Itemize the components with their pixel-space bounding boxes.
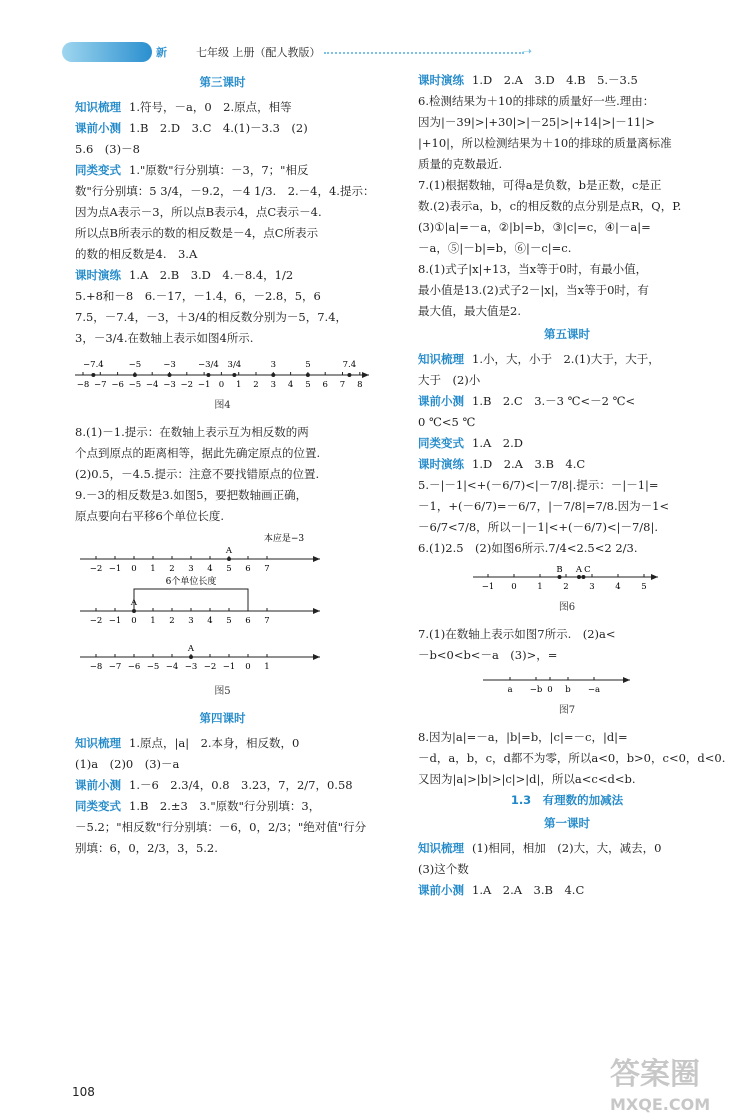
answer-line <box>418 133 716 154</box>
answer-line <box>75 244 370 265</box>
answer-line <box>418 475 716 496</box>
answer-text: 7.(1)根据数轴，可得a是负数，b是正数，c是正 <box>418 178 662 192</box>
answer-text: 0 ℃<5 ℃ <box>418 415 476 429</box>
point-label: 0 <box>547 685 553 695</box>
tick-label: −3 <box>163 380 176 390</box>
answer-line <box>418 175 716 196</box>
tick-label: 1 <box>537 582 543 592</box>
answer-text: 7.5，－7.4，－3，＋3/4的相反数分别为－5，7.4， <box>75 310 348 324</box>
watermark-url: MXQE.COM <box>610 1095 711 1114</box>
point-label: B <box>556 565 563 575</box>
tick-label: 2 <box>169 564 175 574</box>
answer-line <box>418 154 716 175</box>
tick-label: 5 <box>641 582 647 592</box>
tick-label: 7 <box>264 564 270 574</box>
point-label: 7.4 <box>342 360 357 370</box>
answer-text: 8.因为|a|=－a，|b|=b，|c|=－c，|d|= <box>418 730 628 744</box>
answer-text: 1.B 2.D 3.C 4.(1)－3.3 (2) <box>129 121 308 135</box>
answer-line <box>75 485 370 506</box>
fig5-diagram <box>75 529 305 679</box>
section-label: 课前小测 <box>418 883 464 897</box>
tick-label: −1 <box>481 582 495 592</box>
mid-label: 6个单位长度 <box>165 577 217 587</box>
answer-text: －1，+(－6/7)=－6/7，|－7/8|=7/8.因为－1< <box>418 499 670 513</box>
tick-label: −1 <box>108 616 122 626</box>
section-label: 知识梳理 <box>75 736 121 750</box>
answer-text: 1.A 2.B 3.D 4.－8.4，1/2 <box>129 268 294 282</box>
point-mark <box>168 373 172 377</box>
watermark-main: 答案圈 <box>610 1057 700 1092</box>
answer-line <box>418 370 716 391</box>
answer-line <box>75 181 375 202</box>
answer-line <box>418 880 716 901</box>
axis-arrow-icon <box>313 556 320 562</box>
bracket-box <box>134 589 248 611</box>
tick-label: −5 <box>146 662 160 672</box>
answer-text: 1.－6 2.3/4，0.8 3.23，7，2/7，0.58 <box>129 778 353 792</box>
tick-label: 6 <box>322 380 328 390</box>
tick-label: 0 <box>131 564 137 574</box>
point-mark <box>558 575 562 579</box>
answer-line <box>418 645 716 666</box>
point-label: A <box>225 546 233 556</box>
answer-line <box>418 538 716 559</box>
answer-line <box>75 464 370 485</box>
point-mark <box>347 373 351 377</box>
tick-label: 0 <box>218 380 225 390</box>
section-label: 课时演练 <box>418 457 464 471</box>
answer-line <box>75 97 370 118</box>
answer-text: 6.检测结果为＋10的排球的质量好一些.理由： <box>418 94 655 108</box>
tick-label: 6 <box>245 564 251 574</box>
answer-text: 8.(1)式子|x|+13，当x等于0时，有最小值， <box>418 262 648 276</box>
answer-text: 大于 (2)小 <box>418 373 481 387</box>
figure-caption: 图7 <box>558 705 576 716</box>
answer-text: 因为|－39|>|+30|>|－25|>|+14|>|－11|> <box>418 115 655 129</box>
point-label: −3/4 <box>198 360 219 370</box>
answer-line <box>75 223 370 244</box>
answer-text: (1)相同，相加 (2)大，大，减去，0 <box>472 841 662 855</box>
section-label: 知识梳理 <box>418 841 464 855</box>
page-number: 108 <box>72 1085 95 1099</box>
point-label: A <box>575 565 583 575</box>
tick-label: 4 <box>287 380 294 390</box>
section-title: 1.3 有理数的加减法 <box>510 793 624 807</box>
tick-label: 6 <box>245 616 251 626</box>
answer-line <box>418 412 716 433</box>
point-mark <box>133 373 137 377</box>
tick-label: 2 <box>563 582 569 592</box>
tick-label: 7 <box>339 380 346 390</box>
answer-text: 9.－3的相反数是3.如图5，要把数轴画正确， <box>75 488 308 502</box>
answer-line <box>75 775 370 796</box>
answer-text: 所以点B所表示的数的相反数是－4，点C所表示 <box>75 226 319 240</box>
answer-line <box>418 238 716 259</box>
axis-arrow-icon <box>362 372 369 378</box>
answer-line <box>75 422 370 443</box>
axis-arrow-icon <box>313 654 320 660</box>
answer-line <box>418 217 716 238</box>
answer-line <box>418 349 716 370</box>
fig6-diagram <box>418 561 716 595</box>
section-label: 同类变式 <box>75 163 121 177</box>
lesson-title: 第一课时 <box>544 816 590 830</box>
answer-line <box>418 112 716 133</box>
tick-label: −7 <box>94 380 107 390</box>
lesson-title: 第四课时 <box>199 711 246 725</box>
tick-label: 4 <box>615 582 621 592</box>
answer-text: 数"行分别填：5 3/4，－9.2，－4 1/3. 2.－4，4.提示： <box>75 184 375 198</box>
dotted-rule <box>324 52 524 54</box>
tick-label: 4 <box>207 616 213 626</box>
answer-line <box>75 139 370 160</box>
tick-label: −2 <box>203 662 217 672</box>
answer-text: 因为点A表示－3，所以点B表示4，点C表示－4. <box>75 205 322 219</box>
answer-line <box>75 838 370 859</box>
point-label: −a <box>587 685 601 695</box>
tick-label: 5 <box>226 616 232 626</box>
answer-line <box>418 727 716 748</box>
point-mark <box>91 373 95 377</box>
tick-label: 4 <box>207 564 213 574</box>
section-label: 课前小测 <box>75 778 121 792</box>
answer-line <box>418 496 716 517</box>
watermark <box>610 1057 740 1115</box>
tick-label: −2 <box>180 380 194 390</box>
page-header <box>62 40 542 66</box>
answer-line <box>418 433 716 454</box>
answer-text: 原点要向右平移6个单位长度. <box>75 509 224 523</box>
answer-text: 5.－|－1|<+(－6/7)<|－7/8|.提示：－|－1|= <box>418 478 659 492</box>
answer-line <box>75 265 370 286</box>
point-label: −5 <box>128 360 142 370</box>
tick-label: 0 <box>245 662 251 672</box>
section-label: 同类变式 <box>418 436 464 450</box>
section-label: 知识梳理 <box>75 100 121 114</box>
answer-line <box>418 838 716 859</box>
answer-line <box>418 391 716 412</box>
answer-line <box>418 769 716 790</box>
figure-caption: 图5 <box>214 686 231 697</box>
answer-line <box>75 307 370 328</box>
fig4-diagram <box>75 351 370 393</box>
section-label: 课前小测 <box>418 394 464 408</box>
tick-label: 0 <box>131 616 137 626</box>
section-label: 知识梳理 <box>418 352 464 366</box>
answer-line <box>418 70 716 91</box>
answer-text: 1.B 2.±3 3."原数"行分别填：3， <box>129 799 321 813</box>
tick-label: 0 <box>511 582 517 592</box>
tick-label: 2 <box>169 616 175 626</box>
answer-line <box>75 202 370 223</box>
answer-line <box>75 286 370 307</box>
point-mark <box>206 373 210 377</box>
answer-line <box>418 280 716 301</box>
answer-text: 8.(1)－1.提示：在数轴上表示互为相反数的两 <box>75 425 309 439</box>
tick-label: −2 <box>89 616 103 626</box>
answer-line <box>75 160 370 181</box>
point-mark <box>577 575 581 579</box>
answer-line <box>75 118 370 139</box>
tick-label: −5 <box>128 380 142 390</box>
tick-label: 1 <box>150 564 156 574</box>
axis-arrow-icon <box>623 677 630 683</box>
lesson-title: 第五课时 <box>544 327 590 341</box>
answer-text: 1.A 2.A 3.B 4.C <box>472 883 585 897</box>
tick-label: −1 <box>197 380 211 390</box>
answer-text: －d，a，b，c，d都不为零，所以a<0，b>0，c<0，d<0. <box>418 751 726 765</box>
tick-label: 1 <box>150 616 156 626</box>
answer-text: 1."原数"行分别填：－3，7；"相反 <box>129 163 309 177</box>
point-label: −7.4 <box>83 360 104 370</box>
answer-line <box>75 443 370 464</box>
point-label: b <box>565 685 571 695</box>
tick-label: 5 <box>305 380 311 390</box>
answer-text: 1.B 2.C 3.－3 ℃<－2 ℃< <box>472 394 636 408</box>
point-mark <box>581 575 585 579</box>
answer-line <box>418 624 716 645</box>
lesson-title: 第三课时 <box>199 75 246 89</box>
answer-text: 最小值是13.(2)式子2－|x|，当x等于0时，有 <box>418 283 649 297</box>
answer-text: －6/7<7/8，所以－|－1|<+(－6/7)<|－7/8|. <box>418 520 659 534</box>
answer-text: 1.A 2.D <box>472 436 523 450</box>
answer-line <box>75 506 370 527</box>
point-label: C <box>584 565 591 575</box>
right-column <box>418 70 726 901</box>
answer-text: 3，－3/4.在数轴上表示如图4所示. <box>75 331 254 345</box>
answer-text: 质量的克数最近. <box>418 157 503 171</box>
answer-text: (1)a (2)0 (3)－a <box>75 757 180 771</box>
point-label: A <box>130 598 138 608</box>
tick-label: −3 <box>184 662 198 672</box>
tick-label: −8 <box>89 662 103 672</box>
answer-text: 1.D 2.A 3.B 4.C <box>472 457 586 471</box>
point-label: a <box>507 685 513 695</box>
answer-line <box>418 517 716 538</box>
answer-text: 的数的相反数是4. 3.A <box>75 247 198 261</box>
answer-text: 5.+8和－8 6.－17，－1.4，6，－2.8，5，6 <box>75 289 321 303</box>
point-mark <box>232 373 236 377</box>
point-mark <box>189 655 193 659</box>
series-logo <box>62 42 152 62</box>
answer-line <box>75 817 370 838</box>
section-label: 课前小测 <box>75 121 121 135</box>
answer-text: 个点到原点的距离相等，据此先确定原点的位置. <box>75 446 321 460</box>
answer-line <box>418 259 716 280</box>
answer-line <box>75 754 370 775</box>
answer-line <box>75 796 370 817</box>
tick-label: 5 <box>226 564 232 574</box>
answer-line <box>75 328 370 349</box>
point-label: −3 <box>163 360 176 370</box>
point-mark <box>227 557 231 561</box>
point-mark <box>306 373 310 377</box>
arrow-icon: ➝ <box>522 44 533 58</box>
section-label: 同类变式 <box>75 799 121 813</box>
tick-label: 8 <box>357 380 363 390</box>
answer-text: 1.符号，－a，0 2.原点，相等 <box>129 100 292 114</box>
answer-text: 又因为|a|>|b|>|c|>|d|，所以a<c<d<b. <box>418 772 636 786</box>
tick-label: 1 <box>235 380 242 390</box>
answer-text: 最大值，最大值是2. <box>418 304 521 318</box>
answer-text: 7.(1)在数轴上表示如图7所示. (2)a< <box>418 627 616 641</box>
answer-text: 别填：6，0，2/3，3，5.2. <box>75 841 218 855</box>
section-label: 课时演练 <box>418 73 464 87</box>
point-label: A <box>187 644 195 654</box>
point-label: 3 <box>270 360 277 370</box>
answer-text: 5.6 (3)－8 <box>75 142 140 156</box>
answer-text: (2)0.5，－4.5.提示：注意不要找错原点的位置. <box>75 467 320 481</box>
figure-caption: 图4 <box>214 400 231 411</box>
tick-label: −6 <box>111 380 124 390</box>
answer-line <box>418 196 716 217</box>
axis-arrow-icon <box>651 574 658 580</box>
tick-label: 3 <box>270 380 277 390</box>
point-label: 5 <box>305 360 311 370</box>
answer-line <box>75 733 370 754</box>
tick-label: −6 <box>127 662 141 672</box>
left-column <box>75 70 375 859</box>
tick-label: 3 <box>188 564 194 574</box>
answer-line <box>418 859 716 880</box>
tick-label: −4 <box>165 662 179 672</box>
point-mark <box>271 373 275 377</box>
figure-caption: 图6 <box>558 602 576 613</box>
answer-line <box>418 454 716 475</box>
tick-label: −7 <box>108 662 122 672</box>
tick-label: −2 <box>89 564 103 574</box>
section-label: 课时演练 <box>75 268 121 282</box>
axis-arrow-icon <box>313 608 320 614</box>
point-label: −b <box>529 685 543 695</box>
tick-label: −8 <box>76 380 90 390</box>
answer-text: (3)①|a|=－a，②|b|=b，③|c|=c，④|－a|= <box>418 220 651 234</box>
answer-text: (3)这个数 <box>418 862 469 876</box>
answer-text: －5.2；"相反数"行分别填：－6，0，2/3；"绝对值"行分 <box>75 820 367 834</box>
tick-label: 3 <box>188 616 194 626</box>
point-label: 3/4 <box>227 360 242 370</box>
tick-label: 2 <box>253 380 259 390</box>
answer-text: 1.小，大，小于 2.(1)大于，大于， <box>472 352 660 366</box>
book-title: 七年级 上册（配人教版） <box>196 46 321 59</box>
answer-text: 数.(2)表示a，b，c的相反数的点分别是点R，Q，P. <box>418 199 682 213</box>
fig7-diagram <box>418 668 716 698</box>
answer-line <box>418 301 716 322</box>
answer-text: |+10|，所以检测结果为＋10的排球的质量离标准 <box>418 136 672 150</box>
answer-text: 1.原点，|a| 2.本身，相反数，0 <box>129 736 300 750</box>
answer-text: －a，⑤|－b|=b，⑥|－c|=c. <box>418 241 572 255</box>
tick-label: −1 <box>108 564 122 574</box>
logo-text: 新 <box>156 46 167 59</box>
tick-label: 7 <box>264 616 270 626</box>
answer-text: －b<0<b<－a (3)>，= <box>418 648 558 662</box>
tick-label: −1 <box>222 662 236 672</box>
answer-line <box>418 91 716 112</box>
answer-line <box>418 748 726 769</box>
tick-label: 1 <box>264 662 270 672</box>
top-label: 本应是−3 <box>263 534 305 544</box>
tick-label: −4 <box>145 380 159 390</box>
answer-text: 6.(1)2.5 (2)如图6所示.7/4<2.5<2 2/3. <box>418 541 638 555</box>
answer-text: 1.D 2.A 3.D 4.B 5.－3.5 <box>472 73 638 87</box>
tick-label: 3 <box>589 582 595 592</box>
